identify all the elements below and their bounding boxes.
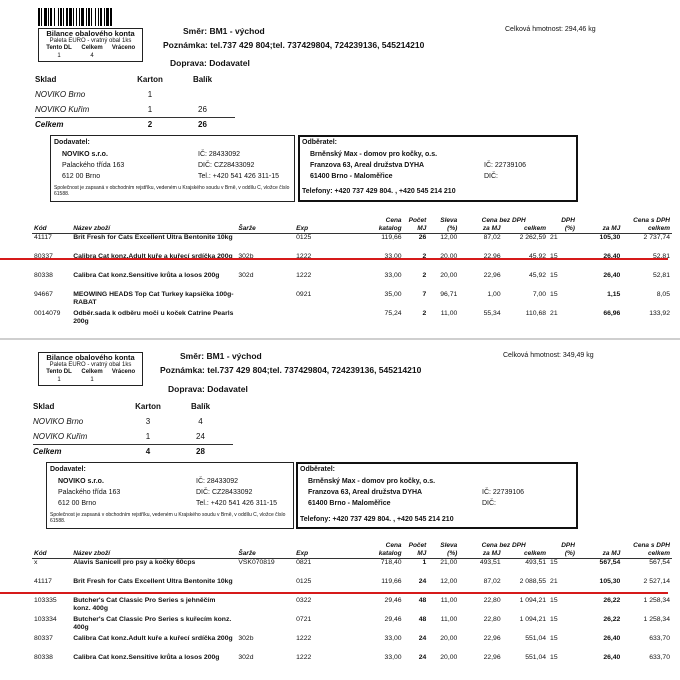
item-exp: 0921	[296, 290, 312, 298]
item-qty: 7	[422, 290, 427, 298]
stock-package: 24	[196, 431, 205, 441]
item-total: 2 088,55	[519, 577, 547, 585]
customer-dic: DIČ:	[482, 500, 496, 507]
items-header: Exp	[296, 225, 309, 232]
items-header: Exp	[296, 550, 309, 557]
stock-total-package: 28	[196, 447, 205, 457]
stock-total-label: Celkem	[33, 447, 62, 457]
item-total: 551,04	[525, 634, 547, 642]
items-header: katalog	[378, 550, 402, 557]
item-qty: 48	[418, 596, 427, 604]
item-unit: 22,80	[483, 615, 501, 623]
item-total: 493,51	[525, 559, 547, 566]
items-top-header: Sleva	[440, 217, 458, 224]
items-header: MJ	[417, 225, 427, 232]
item-batch	[236, 616, 294, 635]
customer-phones: Telefony: +420 737 429 804. , +420 545 214 210	[300, 516, 454, 523]
item-code: 94667	[34, 290, 53, 298]
item-exp: 1222	[296, 634, 312, 642]
item-qty: 48	[418, 615, 427, 623]
item-vat: 15	[550, 271, 558, 279]
item-total_vat: 133,92	[649, 309, 670, 317]
item-total: 45,92	[529, 271, 547, 279]
supplier-city: 612 00 Brno	[58, 500, 97, 507]
items-header: Kód	[34, 225, 47, 232]
items-header: (%)	[564, 550, 575, 557]
item-code: 80338	[34, 271, 53, 279]
items-header: MJ	[417, 550, 427, 557]
items-header: celkem	[647, 550, 670, 557]
customer-ic: IČ: 22739106	[482, 489, 525, 496]
item-unit_vat: 26,40	[603, 271, 621, 279]
item-vat: 15	[550, 290, 558, 298]
item-code: 80337	[34, 252, 53, 260]
supplier-label: Dodavatel:	[50, 466, 86, 473]
item-exp: 0721	[296, 615, 312, 623]
item-unit: 1,00	[487, 290, 501, 298]
item-unit: 55,34	[483, 309, 501, 317]
items-top-header: Cena s DPH	[633, 217, 670, 224]
item-code: 0014079	[34, 309, 61, 317]
item-vat: 15	[550, 596, 558, 604]
item-total_vat: 633,70	[649, 634, 670, 642]
item-vat: 21	[550, 234, 558, 241]
red-underline	[0, 592, 668, 594]
customer-ic: IČ: 22739106	[484, 162, 527, 169]
supplier-label: Dodavatel:	[54, 139, 90, 146]
item-disc: 20,00	[440, 271, 458, 279]
balance-col: Celkem	[81, 369, 103, 375]
item-exp: 0322	[296, 596, 312, 604]
item-qty: 2	[422, 309, 427, 317]
item-code: 41117	[34, 234, 52, 241]
total-weight: Celková hmotnost: 294,46 kg	[505, 26, 596, 33]
customer-name: Brněnský Max - domov pro kočky, o.s.	[308, 478, 436, 485]
stock-header: Sklad	[35, 75, 57, 84]
items-top-header: DPH	[561, 217, 575, 224]
stock-table	[35, 72, 235, 132]
item-total: 551,04	[525, 653, 547, 661]
items-table	[32, 542, 672, 673]
item-unit: 87,02	[483, 577, 501, 585]
item-name: Odběr.sada k odběru moči u koček Catrine Pearls 200g	[73, 309, 234, 325]
item-unit: 22,96	[483, 634, 501, 642]
transport: Doprava: Dodavatel	[168, 384, 248, 394]
stock-package	[170, 87, 235, 102]
balance-col: Vráceno	[111, 369, 136, 375]
item-batch: 302b	[238, 252, 254, 260]
item-batch: 302b	[238, 634, 254, 642]
stock-warehouse: NOVIKO Kuřim	[33, 431, 88, 441]
item-code: 103334	[34, 615, 57, 623]
items-header: za MJ	[602, 550, 621, 557]
item-vat: 15	[550, 653, 558, 661]
item-unit_vat: 26,40	[603, 653, 621, 661]
table-row	[32, 597, 672, 616]
items-header: za MJ	[482, 550, 501, 557]
item-qty: 26	[418, 234, 427, 241]
item-name: Calibra Cat konz.Adult kuře a kuřecí srdíčka 200g	[73, 252, 233, 260]
item-disc: 12,00	[440, 577, 458, 585]
items-header: (%)	[447, 225, 458, 232]
balance-subtitle: Paleta EURO - vratný obal 1ks	[49, 361, 132, 368]
customer-city: 61400 Brno - Maloměřice	[310, 173, 393, 180]
item-name: Calibra Cat konz.Adult kuře a kuřecí srdíčka 200g	[73, 634, 233, 642]
item-name: Butcher's Cat Classic Pro Series s kuřecím konz. 400g	[73, 615, 232, 631]
supplier-name: NOVIKO s.r.o.	[62, 151, 108, 158]
item-total: 2 262,59	[519, 234, 547, 241]
table-row	[32, 310, 672, 329]
stock-carton: 1	[147, 104, 153, 114]
items-header: (%)	[564, 225, 575, 232]
table-row	[32, 559, 672, 578]
item-unit: 22,96	[483, 653, 501, 661]
supplier-ic: IČ: 28433092	[198, 151, 241, 158]
total-weight: Celková hmotnost: 349,49 kg	[503, 352, 594, 359]
balance-col: Tento DL	[46, 369, 72, 375]
item-disc: 20,00	[440, 634, 458, 642]
item-catalog: 33,00	[384, 252, 402, 260]
items-top-header: Cena bez DPH	[481, 542, 526, 549]
items-table	[32, 217, 672, 329]
balance-title: Bilance obalového konta	[46, 353, 135, 362]
items-top-header: Cena s DPH	[633, 542, 670, 549]
supplier-registration: Společnost je zapsaná v obchodním rejstříku, vedeném u Krajského soudu v Brně, v oddílu C, vložce číslo 61588.	[54, 185, 290, 197]
item-catalog: 75,24	[384, 309, 402, 317]
item-disc: 12,00	[440, 234, 458, 241]
item-batch	[236, 291, 294, 310]
item-disc: 96,71	[440, 290, 458, 298]
item-total_vat: 52,81	[652, 271, 670, 279]
item-disc: 20,00	[440, 653, 458, 661]
item-code: 80338	[34, 653, 53, 661]
item-qty: 24	[418, 653, 427, 661]
item-total: 7,00	[532, 290, 547, 298]
item-name: Calibra Cat konz.Sensitive krůta a losos 200g	[73, 271, 220, 279]
item-exp: 1222	[296, 252, 312, 260]
supplier-tel: Tel.: +420 541 426 311-15	[198, 173, 280, 180]
item-qty: 2	[422, 252, 427, 260]
stock-total-carton: 4	[145, 447, 151, 457]
item-vat: 21	[550, 309, 558, 317]
item-disc: 11,00	[440, 615, 458, 623]
items-header: Kód	[34, 550, 47, 557]
balance-val: 4	[90, 52, 94, 59]
item-total_vat: 8,05	[656, 290, 670, 298]
item-vat: 15	[550, 252, 558, 260]
page-separator	[0, 338, 680, 340]
stock-carton: 1	[147, 90, 153, 99]
stock-table	[33, 399, 233, 459]
item-name: Calibra Cat konz.Sensitive krůta a losos 200g	[73, 653, 220, 661]
item-qty: 24	[418, 634, 427, 642]
stock-total-package: 26	[198, 120, 207, 130]
item-total_vat: 52,81	[652, 252, 670, 260]
item-exp	[294, 310, 348, 329]
table-row	[32, 272, 672, 291]
items-header: za MJ	[482, 225, 501, 232]
red-underline	[0, 258, 668, 260]
item-batch: 302d	[238, 271, 254, 279]
items-header: celkem	[524, 225, 547, 232]
item-catalog: 33,00	[384, 271, 402, 279]
item-batch	[236, 597, 294, 616]
item-vat: 15	[550, 634, 558, 642]
direction: Směr: BM1 - východ	[180, 351, 262, 361]
stock-header: Sklad	[33, 402, 55, 411]
items-header: Název zboží	[73, 550, 111, 557]
table-row	[32, 654, 672, 673]
item-exp: 1222	[296, 653, 312, 661]
barcode-icon	[38, 8, 153, 26]
stock-total-label: Celkem	[35, 120, 64, 130]
item-unit_vat: 66,96	[603, 309, 621, 317]
items-top-header: DPH	[561, 542, 575, 549]
items-top-header: Cena	[385, 542, 402, 549]
item-name: Butcher's Cat Classic Pro Series s jehněčím konz. 400g	[73, 596, 216, 612]
balance-subtitle: Paleta EURO - vratný obal 1ks	[49, 37, 132, 44]
items-header: celkem	[524, 550, 547, 557]
balance-table	[41, 45, 140, 60]
item-code: 103335	[34, 596, 57, 604]
balance-val	[107, 53, 140, 61]
supplier-street: Palackého třída 163	[62, 162, 125, 169]
item-catalog: 119,66	[381, 234, 402, 241]
items-header: Šarže	[238, 225, 256, 232]
delivery-note-2	[0, 342, 680, 680]
balance-val: 1	[57, 52, 61, 59]
item-unit_vat: 1,15	[607, 290, 621, 298]
item-catalog: 33,00	[384, 634, 402, 642]
item-total_vat: 633,70	[649, 653, 670, 661]
balance-title: Bilance obalového konta	[46, 29, 135, 38]
stock-header: Balík	[192, 75, 213, 84]
customer-city: 61400 Brno - Maloměřice	[308, 500, 391, 507]
item-unit_vat: 105,30	[599, 234, 621, 241]
customer-label: Odběratel:	[302, 139, 338, 146]
item-disc: 11,00	[440, 596, 458, 604]
item-catalog: 33,00	[384, 653, 402, 661]
supplier-dic: DIČ: CZ28433092	[198, 162, 255, 169]
stock-package: 4	[198, 417, 203, 426]
supplier-street: Palackého třída 163	[58, 489, 121, 496]
items-top-header: Počet	[408, 217, 427, 224]
stock-warehouse: NOVIKO Kuřim	[35, 104, 90, 114]
items-top-header: Počet	[408, 542, 427, 549]
customer-street: Franzova 63, Areal družstva DYHA	[308, 489, 423, 496]
balance-col: Tento DL	[46, 45, 72, 51]
items-header: za MJ	[602, 225, 621, 232]
table-row	[32, 253, 672, 272]
supplier-dic: DIČ: CZ28433092	[196, 489, 253, 496]
stock-carton: 3	[145, 417, 151, 426]
table-row	[32, 291, 672, 310]
item-vat: 15	[550, 615, 558, 623]
direction: Směr: BM1 - východ	[183, 26, 265, 36]
balance-val: 1	[57, 376, 61, 383]
item-total: 45,92	[529, 252, 547, 260]
item-unit: 493,51	[479, 559, 501, 566]
item-catalog: 119,66	[381, 577, 402, 585]
item-name: MEOWING HEADS Top Cat Turkey kapsička 100g-RABAT	[73, 290, 234, 306]
items-header: (%)	[447, 550, 458, 557]
customer-label: Odběratel:	[300, 466, 336, 473]
supplier-tel: Tel.: +420 541 426 311-15	[196, 500, 278, 507]
balance-col: Celkem	[81, 45, 103, 51]
item-vat: 15	[550, 559, 558, 566]
stock-header: Karton	[137, 75, 163, 84]
stock-header: Karton	[135, 402, 161, 411]
item-total_vat: 567,54	[649, 559, 670, 566]
item-total: 1 094,21	[519, 615, 547, 623]
item-code: 41117	[34, 577, 52, 585]
items-top-header: Cena bez DPH	[481, 217, 526, 224]
item-total: 1 094,21	[519, 596, 547, 604]
item-code: x	[34, 559, 38, 566]
balance-col: Vráceno	[111, 45, 136, 51]
item-batch	[236, 310, 294, 329]
item-unit_vat: 26,40	[603, 252, 621, 260]
table-row	[32, 635, 672, 654]
customer-name: Brněnský Max - domov pro kočky, o.s.	[310, 151, 438, 158]
items-header: Název zboží	[73, 225, 111, 232]
item-unit: 87,02	[483, 234, 501, 241]
item-unit_vat: 105,30	[599, 577, 621, 585]
item-unit_vat: 567,54	[599, 559, 621, 566]
item-catalog: 35,00	[384, 290, 402, 298]
item-catalog: 29,46	[384, 615, 402, 623]
delivery-note-1	[0, 0, 680, 335]
items-header: katalog	[378, 225, 402, 232]
balance-box	[38, 352, 143, 386]
item-code: 80337	[34, 634, 53, 642]
item-unit: 22,80	[483, 596, 501, 604]
items-top-header: Sleva	[440, 542, 458, 549]
note: Poznámka: tel.737 429 804;tel. 737429804, 724239136, 545214210	[163, 40, 425, 50]
supplier-ic: IČ: 28433092	[196, 478, 239, 485]
item-unit: 22,96	[483, 252, 501, 260]
supplier-name: NOVIKO s.r.o.	[58, 478, 104, 485]
customer-dic: DIČ:	[484, 173, 498, 180]
items-header: celkem	[647, 225, 670, 232]
balance-val	[107, 377, 140, 385]
supplier-registration: Společnost je zapsaná v obchodním rejstříku, vedeném u Krajského soudu v Brně, v oddílu C, vložce číslo 61588.	[50, 512, 286, 524]
item-unit_vat: 26,22	[603, 596, 621, 604]
stock-warehouse: NOVIKO Brno	[35, 90, 86, 99]
item-catalog: 29,46	[384, 596, 402, 604]
item-qty: 1	[422, 559, 427, 566]
stock-package: 26	[198, 104, 207, 114]
item-total_vat: 2 527,14	[643, 577, 670, 585]
item-exp: 0125	[296, 234, 312, 241]
balance-table	[41, 369, 140, 384]
note: Poznámka: tel.737 429 804;tel. 737429804, 724239136, 545214210	[160, 365, 422, 375]
items-top-header: Cena	[385, 217, 402, 224]
item-disc: 11,00	[440, 309, 458, 317]
table-row	[32, 234, 672, 253]
stock-warehouse: NOVIKO Brno	[33, 417, 84, 426]
stock-carton: 1	[145, 431, 151, 441]
item-exp: 1222	[296, 271, 312, 279]
supplier-city: 612 00 Brno	[62, 173, 101, 180]
table-row	[32, 616, 672, 635]
stock-header: Balík	[190, 402, 211, 411]
item-unit_vat: 26,40	[603, 634, 621, 642]
item-exp: 0821	[296, 559, 312, 566]
balance-box	[38, 28, 143, 62]
item-vat: 21	[550, 577, 558, 585]
item-name: Brit Fresh for Cats Excellent Ultra Bentonite 10kg	[73, 577, 233, 585]
item-disc: 21,00	[440, 559, 458, 566]
items-header: Šarže	[238, 550, 256, 557]
item-disc: 20,00	[440, 252, 458, 260]
item-batch: 302d	[238, 653, 254, 661]
item-total_vat: 1 258,34	[643, 615, 670, 623]
transport: Doprava: Dodavatel	[170, 58, 250, 68]
item-total_vat: 2 737,74	[643, 234, 670, 241]
item-batch	[236, 234, 294, 253]
customer-phones: Telefony: +420 737 429 804. , +420 545 214 210	[302, 188, 456, 195]
item-batch: VSK070819	[238, 559, 275, 566]
item-qty: 24	[418, 577, 427, 585]
item-unit: 22,96	[483, 271, 501, 279]
item-exp: 0125	[296, 577, 312, 585]
item-name: Alavis Sanicell pro psy a kočky 60cps	[73, 559, 196, 566]
item-catalog: 718,40	[380, 559, 402, 566]
balance-val: 1	[90, 376, 94, 383]
item-name: Brit Fresh for Cats Excellent Ultra Bentonite 10kg	[73, 234, 233, 241]
stock-total-carton: 2	[147, 120, 153, 130]
item-total_vat: 1 258,34	[643, 596, 670, 604]
customer-street: Franzova 63, Areal družstva DYHA	[310, 162, 425, 169]
item-qty: 2	[422, 271, 427, 279]
item-unit_vat: 26,22	[603, 615, 621, 623]
item-total: 110,68	[525, 309, 547, 317]
